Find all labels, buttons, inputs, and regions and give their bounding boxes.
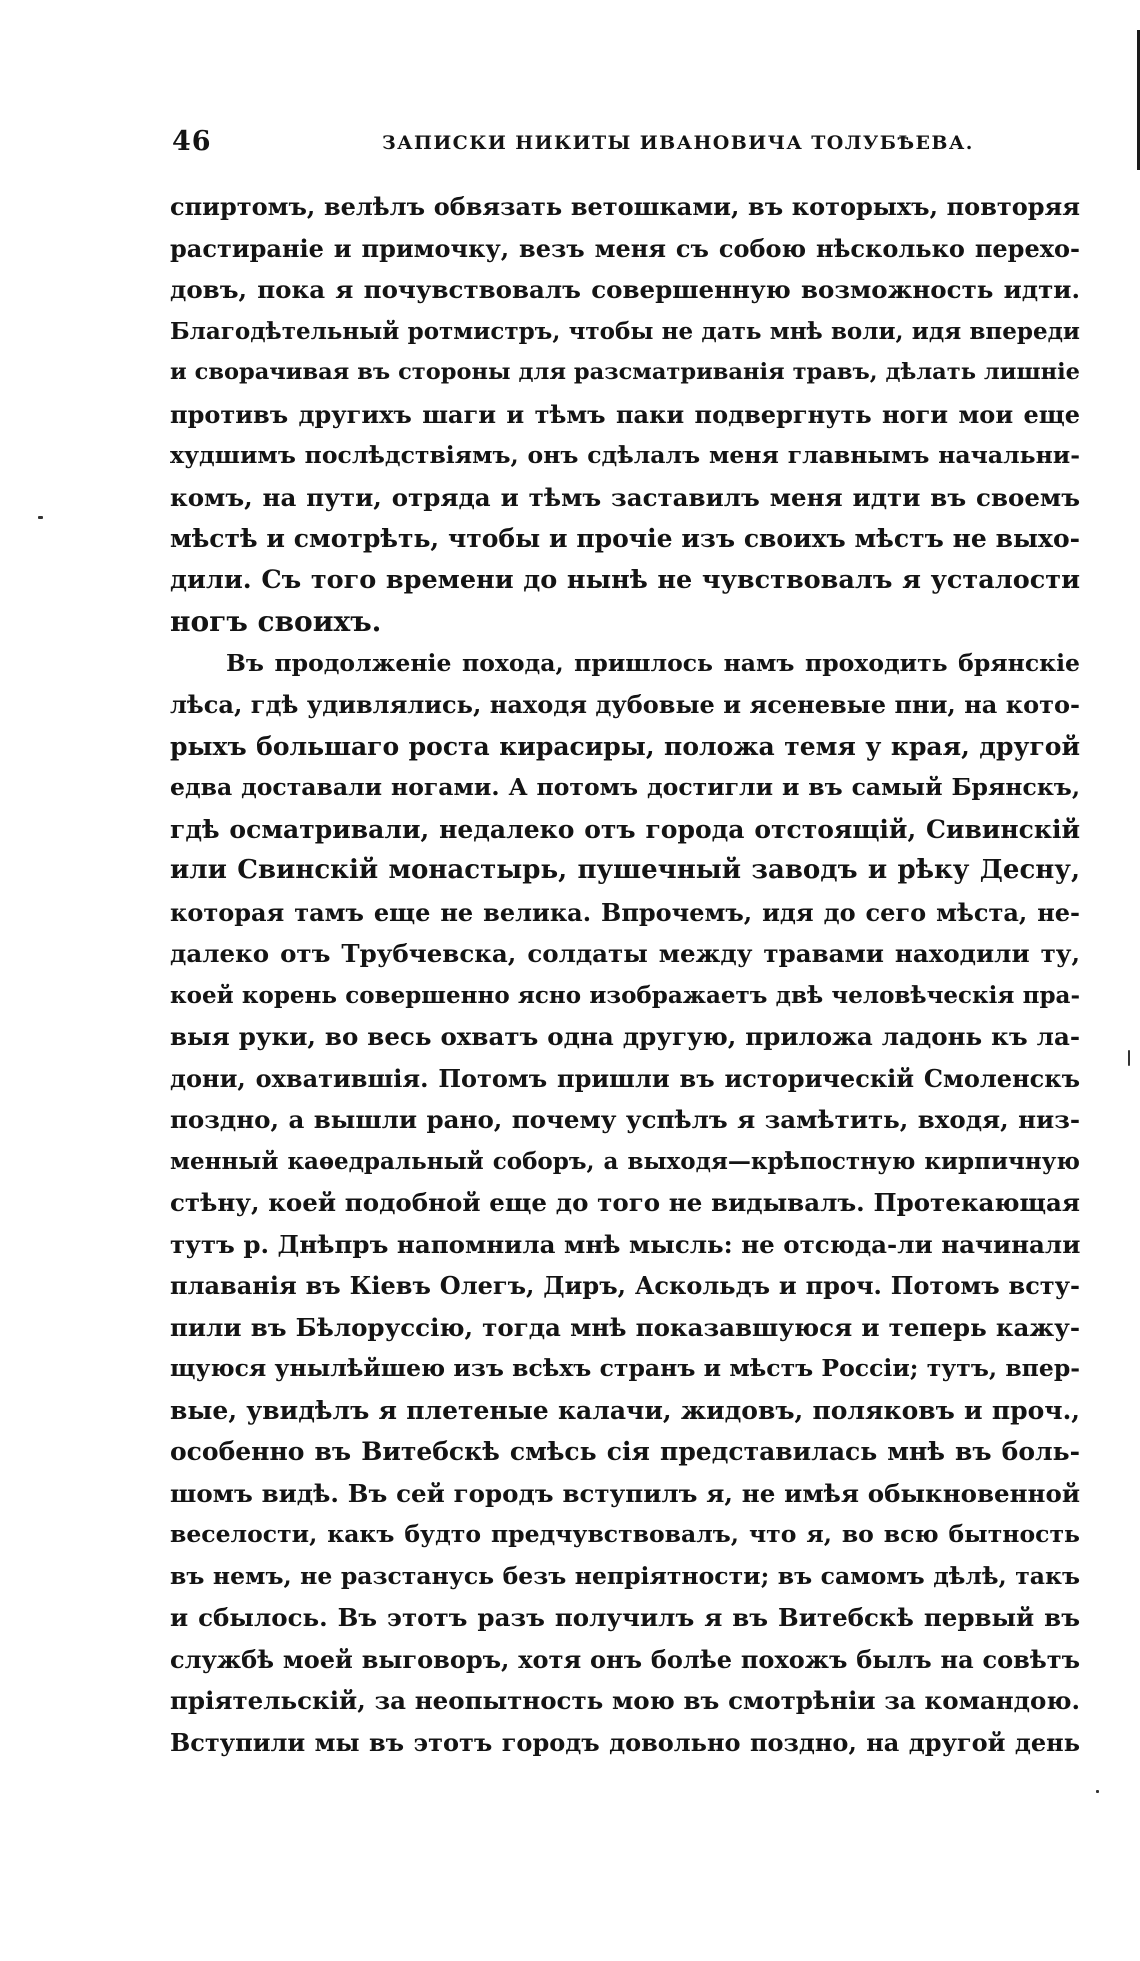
text-line: дони, охватившія. Потомъ пришли въ историческій Смоленскъ [170, 1063, 1080, 1093]
text-line: тутъ р. Днѣпръ напомнила мнѣ мысль: не отсюда-ли начинали [170, 1229, 1080, 1259]
text-line: и сворачивая въ стороны для разсматриванія травъ, дѣлать лишніе [170, 359, 1080, 385]
running-title: ЗАПИСКИ НИКИТЫ ИВАНОВИЧА ТОЛУБѢЕВА. [382, 132, 974, 154]
text-line: спиртомъ, велѣлъ обвязать ветошками, въ которыхъ, повторяя [170, 192, 1080, 221]
paragraph-1 [170, 186, 1080, 643]
text-line: противъ другихъ шаги и тѣмъ паки подвергнуть ноги мои еще [170, 399, 1080, 429]
text-line: службѣ моей выговоръ, хотя онъ болѣе похожъ былъ на совѣтъ [170, 1644, 1080, 1674]
text-line: Въ продолженіе похода, пришлось намъ проходить брянскіе [226, 648, 1080, 677]
text-line: пили въ Бѣлоруссію, тогда мнѣ показавшуюся и теперь кажу- [170, 1312, 1080, 1342]
scan-speck [1128, 1050, 1130, 1066]
text-line: далеко отъ Трубчевска, солдаты между травами находили ту, [170, 939, 1080, 968]
text-line: плаванія въ Кіевъ Олегъ, Диръ, Аскольдъ и проч. Потомъ всту- [170, 1271, 1080, 1300]
text-line: или Свинскій монастырь, пушечный заводъ и рѣку Десну, [170, 855, 1080, 885]
text-line: лѣса, гдѣ удивлялись, находя дубовые и ясеневые пни, на кото- [170, 690, 1080, 719]
scan-speck [38, 516, 43, 519]
text-line: въ немъ, не разстанусь безъ непріятности; въ самомъ дѣлѣ, такъ [170, 1561, 1080, 1590]
text-line: выя руки, во весь охватъ одна другую, приложа ладонь къ ла- [170, 1022, 1080, 1051]
text-line: ногъ своихъ. [170, 605, 382, 638]
text-line: довъ, пока я почувствовалъ совершенную возможность идти. [170, 275, 1080, 304]
text-line: которая тамъ еще не велика. Впрочемъ, идя до сего мѣста, не- [170, 897, 1080, 927]
text-line: мѣстѣ и смотрѣть, чтобы и прочіе изъ своихъ мѣстъ не выхо- [170, 524, 1080, 553]
body-text [170, 186, 1080, 1763]
text-line: стѣну, коей подобной еще до того не видывалъ. Протекающая [170, 1188, 1080, 1217]
text-line: и сбылось. Въ этотъ разъ получилъ я въ Витебскѣ первый въ [170, 1603, 1080, 1632]
text-line: щуюся унылѣйшею изъ всѣхъ странъ и мѣстъ Россіи; тутъ, впер- [170, 1354, 1080, 1382]
text-line: дили. Съ того времени до нынѣ не чувствовалъ я усталости [170, 564, 1080, 595]
text-line: рыхъ большаго роста кирасиры, положа темя у края, другой [170, 731, 1080, 761]
text-line: поздно, а вышли рано, почему успѣлъ я замѣтить, входя, низ- [170, 1105, 1080, 1134]
text-line: веселости, какъ будто предчувствовалъ, что я, во всю бытность [170, 1520, 1080, 1548]
scan-speck [1096, 1790, 1099, 1793]
page-header [172, 126, 1084, 166]
text-line: Благодѣтельный ротмистръ, чтобы не дать мнѣ воли, идя впереди [170, 317, 1080, 345]
text-line: особенно въ Витебскѣ смѣсь сія представилась мнѣ въ боль- [170, 1437, 1080, 1466]
text-line: худшимъ послѣдствіямъ, онъ сдѣлалъ меня главнымъ начальни- [170, 441, 1080, 469]
text-line: Вступили мы въ этотъ городъ довольно поздно, на другой день [170, 1727, 1080, 1757]
text-line: гдѣ осматривали, недалеко отъ города отстоящій, Сивинскій [170, 814, 1080, 844]
text-line: комъ, на пути, отряда и тѣмъ заставилъ меня идти въ своемъ [170, 482, 1080, 512]
text-line: шомъ видѣ. Въ сей городъ вступилъ я, не имѣя обыкновенной [170, 1478, 1080, 1508]
text-line: менный каѳедральный соборъ, а выходя—крѣпостную кирпичную [170, 1147, 1080, 1175]
page-number: 46 [172, 126, 212, 157]
text-line: коей корень совершенно ясно изображаетъ двѣ человѣческія пра- [170, 981, 1080, 1009]
text-line: вые, увидѣлъ я плетеные калачи, жидовъ, поляковъ и проч., [170, 1395, 1080, 1425]
text-line: едва доставали ногами. А потомъ достигли и въ самый Брянскъ, [170, 773, 1080, 801]
text-line: пріятельскій, за неопытность мою въ смотрѣніи за командою. [170, 1686, 1080, 1715]
text-line: растираніе и примочку, везъ меня съ собою нѣсколько перехо- [170, 233, 1080, 263]
paragraph-2 [170, 643, 1080, 1764]
